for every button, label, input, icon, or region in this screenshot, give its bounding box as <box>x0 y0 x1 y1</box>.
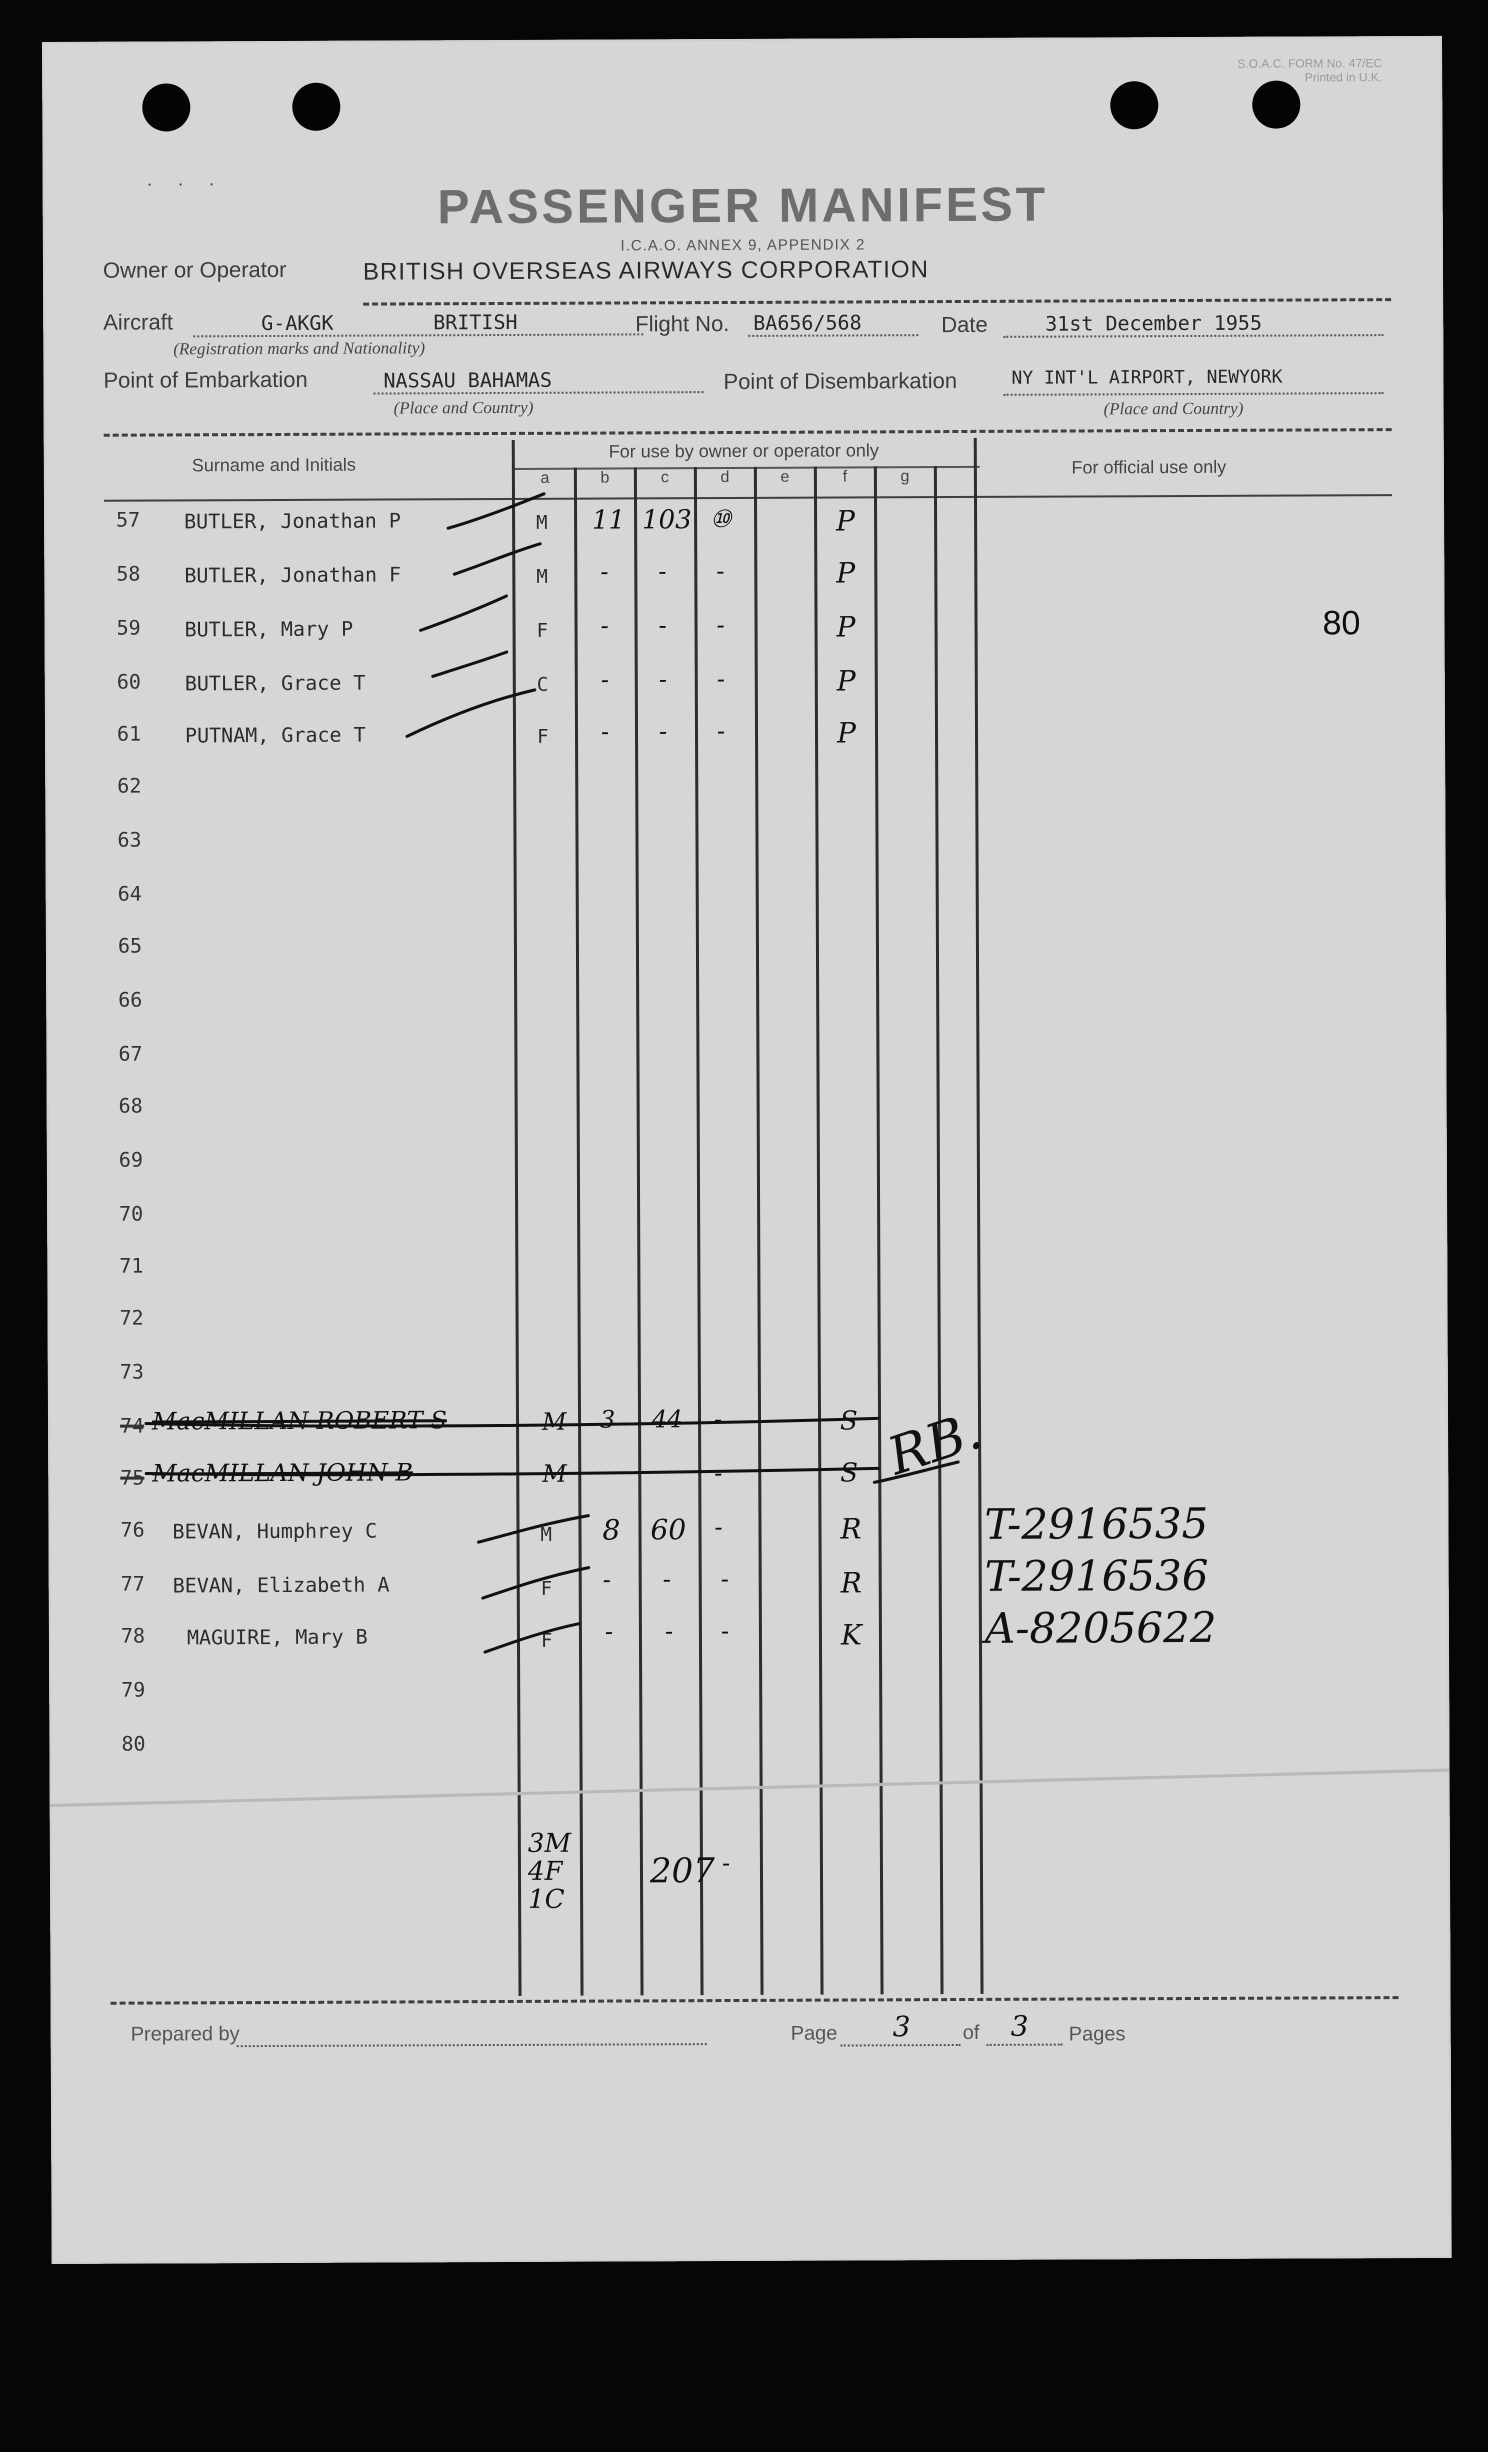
cell-d: - <box>713 1405 723 1434</box>
row-number: 69 <box>118 1147 144 1172</box>
column-d-header: d <box>720 469 730 487</box>
cell-c: 103 <box>642 505 692 536</box>
cell-b: 8 <box>602 1513 621 1547</box>
pen-strokes <box>42 36 1452 2264</box>
official-number: T-2916536 <box>984 1550 1209 1601</box>
row-number: 67 <box>118 1041 143 1066</box>
row-number: 72 <box>119 1305 144 1330</box>
weight-total: 207 <box>649 1851 715 1892</box>
cell-f: P <box>836 556 856 590</box>
row-number: 63 <box>117 827 142 852</box>
row-number: 61 <box>116 721 142 746</box>
check-stroke <box>420 596 506 630</box>
cell-b: - <box>604 1617 614 1646</box>
row-number: 76 <box>120 1517 145 1542</box>
cell-f: S <box>840 1458 859 1489</box>
cell-f: P <box>836 664 856 698</box>
flight-number: BA656/568 <box>753 310 862 335</box>
owner-label: Owner or Operator <box>102 256 287 283</box>
passenger-name: MacMILLAN JOHN B <box>152 1458 414 1488</box>
cell-b: - <box>600 611 609 640</box>
check-stroke <box>448 494 544 528</box>
cell-f: P <box>836 716 856 750</box>
strike-line <box>146 1468 878 1475</box>
cell-c: - <box>658 557 667 586</box>
passenger-name: PUTNAM, Grace T <box>184 722 366 748</box>
row-number: 65 <box>117 933 143 958</box>
passenger-name: MacMILLAN ROBERT S <box>151 1406 447 1436</box>
passenger-name: BEVAN, Elizabeth A <box>172 1572 390 1598</box>
flight-label: Flight No. <box>635 311 730 337</box>
date-label: Date <box>941 311 988 338</box>
cell-a: M <box>536 511 548 534</box>
row-number: 71 <box>119 1253 144 1278</box>
cell-d: - <box>716 665 725 694</box>
page-title: PASSENGER MANIFEST <box>437 178 1049 235</box>
cell-d: - <box>716 611 725 640</box>
row-number: 77 <box>120 1571 145 1596</box>
row-number: 64 <box>117 881 142 906</box>
cell-c: 44 <box>651 1405 683 1434</box>
cell-d: ⑩ <box>710 504 732 534</box>
check-stroke <box>454 544 540 574</box>
cell-c: - <box>658 611 667 640</box>
strike-line <box>146 1418 878 1427</box>
date-value: 31st December 1955 <box>1045 310 1263 336</box>
page-number: 3 <box>892 2010 911 2044</box>
cell-a: F <box>540 1629 553 1652</box>
column-f-header: f <box>842 468 848 486</box>
cell-a: F <box>540 1577 553 1600</box>
cell-d: - <box>714 1513 723 1542</box>
owner-value: BRITISH OVERSEAS AIRWAYS CORPORATION <box>362 256 929 286</box>
row-number: 66 <box>118 987 143 1012</box>
initials-note: RB. <box>881 1400 990 1488</box>
aircraft-hint: (Registration marks and Nationality) <box>173 338 426 359</box>
row-number: 68 <box>118 1093 143 1118</box>
of-label: of <box>962 2021 980 2045</box>
column-b-header: b <box>600 469 610 487</box>
column-c-header: c <box>660 469 669 487</box>
check-stroke <box>485 1624 579 1652</box>
row-number: 80 <box>121 1731 146 1756</box>
manifest-page <box>42 36 1452 2264</box>
row-number: 58 <box>116 561 141 586</box>
column-a-header: a <box>540 469 550 487</box>
margin-number: 80 <box>1322 604 1361 643</box>
row-number: 57 <box>116 507 141 532</box>
cell-d: - <box>720 1565 729 1594</box>
row-number: 59 <box>116 615 141 640</box>
row-number: 79 <box>121 1677 146 1702</box>
passenger-name: BUTLER, Mary P <box>184 616 354 642</box>
cell-a: M <box>541 1407 567 1436</box>
cell-c: - <box>664 1617 674 1646</box>
page-label: Page <box>790 2022 838 2045</box>
cell-b: - <box>600 557 609 586</box>
cell-b: 3 <box>599 1405 616 1434</box>
aircraft-registration: G-AKGK <box>261 310 334 336</box>
cell-b: - <box>600 665 609 694</box>
page-total: 3 <box>1010 2009 1029 2043</box>
check-stroke <box>483 1568 589 1598</box>
disembarkation-label: Point of Disembarkation <box>723 368 958 395</box>
sex-totals: 3M 4F 1C <box>527 1828 572 1915</box>
cell-a: M <box>540 1523 553 1546</box>
check-stroke <box>407 690 535 737</box>
row-number: 70 <box>119 1201 144 1226</box>
embarkation-value: NASSAU BAHAMAS <box>383 367 553 393</box>
aircraft-nationality: BRITISH <box>433 309 518 335</box>
weight-total-dash: - <box>721 1849 731 1878</box>
official-number: T-2916535 <box>984 1498 1209 1549</box>
stray-marks: · · · <box>146 173 225 194</box>
official-use-header: For official use only <box>1071 456 1227 478</box>
passenger-name: BUTLER, Jonathan P <box>184 508 401 534</box>
cell-c: - <box>658 665 667 694</box>
cell-a: C <box>536 673 549 696</box>
cell-a: M <box>542 1459 567 1488</box>
cell-f: K <box>840 1618 862 1652</box>
owner-use-header: For use by owner or operator only <box>608 440 879 462</box>
row-number: 75 <box>120 1465 145 1490</box>
cell-b: - <box>600 717 610 746</box>
surname-header: Surname and Initials <box>191 454 356 476</box>
check-stroke <box>874 1462 958 1482</box>
disembarkation-value: NY INT'L AIRPORT, NEWYORK <box>1011 366 1283 389</box>
cell-c: - <box>658 717 668 746</box>
cell-f: R <box>840 1566 862 1600</box>
row-number: 73 <box>119 1359 144 1384</box>
check-stroke <box>433 652 507 676</box>
form-code: S.O.A.C. FORM No. 47/EC Printed in U.K. <box>1237 56 1383 85</box>
passenger-name: BUTLER, Grace T <box>184 670 366 696</box>
cell-d: - <box>716 557 725 586</box>
cell-c: 60 <box>650 1513 687 1547</box>
official-number: A-8205622 <box>984 1602 1217 1653</box>
cell-f: P <box>836 610 856 644</box>
cell-f: S <box>839 1406 858 1437</box>
passenger-name: BEVAN, Humphrey C <box>172 1518 378 1544</box>
cell-d: - <box>714 1459 723 1488</box>
prepared-by-label: Prepared by <box>130 2023 240 2046</box>
cell-a: F <box>536 619 549 642</box>
passenger-name: MAGUIRE, Mary B <box>186 1624 368 1650</box>
row-number: 62 <box>117 773 142 798</box>
embarkation-hint: (Place and Country) <box>393 397 534 418</box>
row-number: 78 <box>120 1623 146 1648</box>
check-stroke <box>478 1516 588 1542</box>
cell-f: R <box>840 1512 862 1546</box>
cell-b: 11 <box>592 505 626 536</box>
cell-f: P <box>836 504 856 538</box>
passenger-name: BUTLER, Jonathan F <box>184 562 402 588</box>
cell-d: - <box>720 1617 730 1646</box>
aircraft-label: Aircraft <box>103 309 173 335</box>
cell-a: M <box>536 565 548 588</box>
column-g-header: g <box>900 468 910 486</box>
cell-d: - <box>716 717 726 746</box>
row-number: 74 <box>119 1413 145 1438</box>
disembarkation-hint: (Place and Country) <box>1103 398 1244 419</box>
cell-b: - <box>602 1565 611 1594</box>
cell-c: - <box>662 1565 671 1594</box>
embarkation-label: Point of Embarkation <box>103 366 308 393</box>
page-subtitle: I.C.A.O. ANNEX 9, APPENDIX 2 <box>620 236 866 255</box>
cell-a: F <box>536 725 549 748</box>
pages-label: Pages <box>1068 2023 1126 2046</box>
column-e-header: e <box>780 468 790 486</box>
row-number: 60 <box>116 669 141 694</box>
